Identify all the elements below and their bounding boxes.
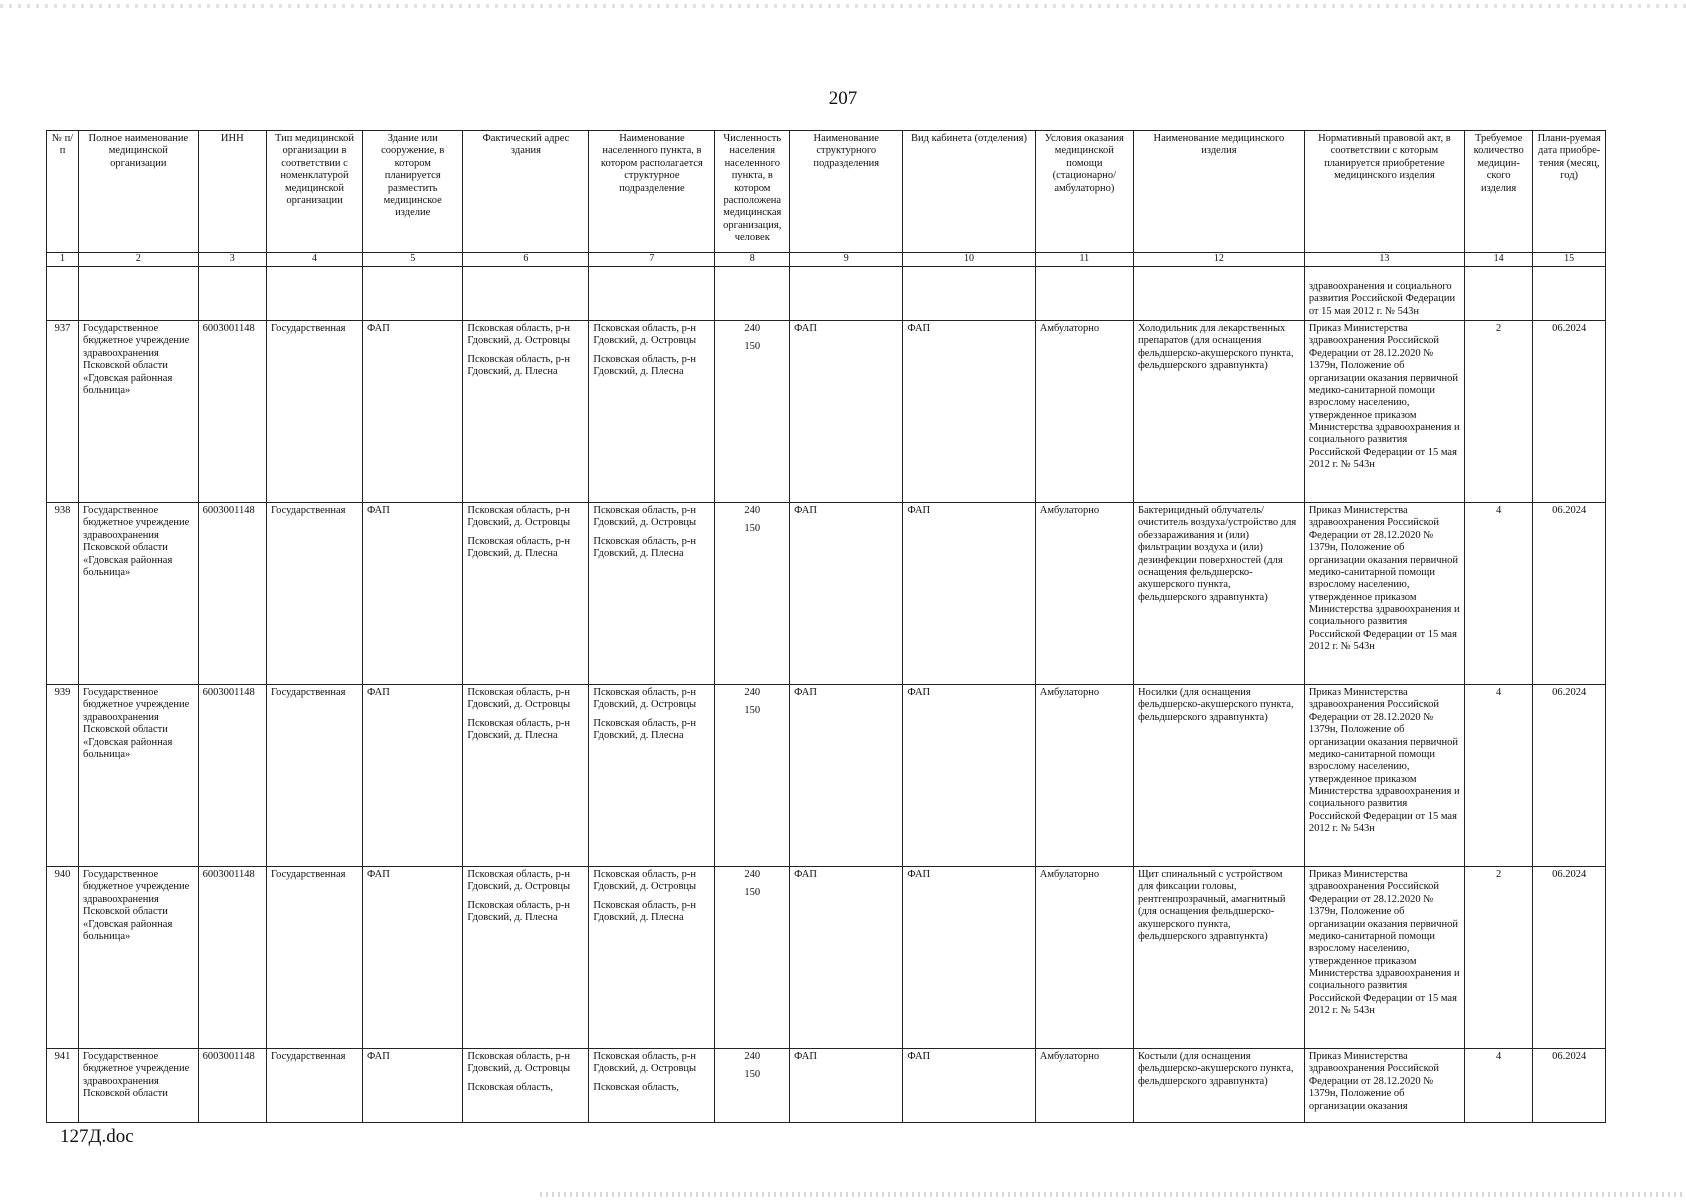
address-line: Псковская область, р-н Гдовский, д. Островцы [467,323,571,347]
building-cell: ФАП [363,867,463,1049]
structural-unit: ФАП [790,321,903,503]
population-value: 240 [744,687,761,698]
header-cell: № п/п [47,131,79,253]
org-type: Государственная [266,503,362,685]
legal-act: Приказ Министерства здравоохранения Российской Федерации от 28.12.2020 № 1379н, Положение об организации оказания [1304,1049,1464,1124]
column-number: 5 [363,253,463,267]
care-conditions: Амбулаторно [1035,503,1133,685]
procurement-table-container [46,130,1606,1123]
column-number: 8 [715,253,790,267]
header-cell: Нормативный правовой акт, в соответствии с которым планируется приобретение медицинского изделия [1304,131,1464,253]
locality-line: Псковская область, р-н Гдовский, д. Плесна [593,717,696,742]
column-number: 6 [463,253,589,267]
header-cell: Вид кабинета (отделения) [903,131,1035,253]
building-cell: ФАП [363,503,463,685]
planned-date: 06.2024 [1533,685,1606,867]
header-cell: Полное наименование медицинской организации [79,131,199,253]
address-line: Псковская область, [467,1081,553,1093]
header-cell: Численность населения населенного пункта, в котором расположена медицинская организация, человек [715,131,790,253]
care-conditions: Амбулаторно [1035,867,1133,1049]
org-type: Государственная [266,321,362,503]
population-cell [715,685,790,867]
row-number: 940 [47,867,79,1049]
column-number: 15 [1533,253,1606,267]
address-line: Псковская область, р-н Гдовский, д. Островцы [467,505,571,529]
scan-artifact-top [0,4,1686,8]
address-line: Псковская область, р-н Гдовский, д. Островцы [467,687,571,711]
locality-line: Псковская область, р-н Гдовский, д. Островцы [593,687,697,711]
address-line: Псковская область, р-н Гдовский, д. Плесна [467,535,570,560]
locality-line: Псковская область, [593,1081,679,1093]
population-cell [715,1049,790,1124]
device-name: Щит спинальный с устройством для фиксации головы, рентгенпрозрачный, амагнитный (для оснащения фельдшерско-акушерского пункта, фельдшерского здравпункта) [1133,867,1304,1049]
population-cell [715,503,790,685]
page-number: 207 [828,88,858,109]
header-cell: Требуемое количество медицин-ского изделия [1464,131,1532,253]
population-value: 240 [744,1051,761,1062]
scan-artifact-bottom [540,1192,1686,1197]
column-number: 14 [1464,253,1532,267]
locality-line: Псковская область, р-н Гдовский, д. Плесна [593,899,696,924]
header-cell: Наименование населенного пункта, в котором располагается структурное подразделение [589,131,715,253]
inn-cell: 6003001148 [198,685,266,867]
column-number: 3 [198,253,266,267]
inn-cell: 6003001148 [198,1049,266,1124]
legal-act: Приказ Министерства здравоохранения Российской Федерации от 28.12.2020 № 1379н, Положение об организации оказания первичной медико-санитарной помощи взрослому населению, утвержденное приказом Министерства здравоохранения и социального развития Российской Федерации от 15 мая 2012 г. № 543н [1304,321,1464,503]
address-cell [463,1049,589,1124]
table-cell [1464,267,1532,321]
address-cell [463,867,589,1049]
table-row [47,867,1606,1049]
organization-name: Государственное бюджетное учреждение здравоохранения Псковской области [79,1049,199,1124]
locality-cell [589,503,715,685]
population-value: 150 [744,1069,761,1081]
address-line: Псковская область, р-н Гдовский, д. Островцы [467,1051,571,1075]
header-cell: Плани-руемая дата приобре-тения (месяц, год) [1533,131,1606,253]
table-cell [1533,267,1606,321]
table-cell [266,267,362,321]
procurement-table [46,130,1606,1123]
header-cell: Здание или сооружение, в котором планируется разместить медицинское изделие [363,131,463,253]
building-cell: ФАП [363,685,463,867]
column-number: 2 [79,253,199,267]
table-body [47,267,1606,1124]
care-conditions: Амбулаторно [1035,685,1133,867]
table-row [47,1049,1606,1124]
table-cell [463,267,589,321]
address-line: Псковская область, р-н Гдовский, д. Плесна [467,717,570,742]
population-value: 150 [744,705,761,717]
column-number: 7 [589,253,715,267]
row-number: 939 [47,685,79,867]
table-cell [790,267,903,321]
header-cell: ИНН [198,131,266,253]
column-number: 4 [266,253,362,267]
table-cell [715,267,790,321]
cabinet-type: ФАП [903,867,1035,1049]
column-number: 9 [790,253,903,267]
locality-cell [589,321,715,503]
cabinet-type: ФАП [903,321,1035,503]
org-type: Государственная [266,685,362,867]
inn-cell: 6003001148 [198,503,266,685]
header-cell: Тип медицинской организации в соответствии с номенклатурой медицинской организации [266,131,362,253]
table-cell [79,267,199,321]
planned-date: 06.2024 [1533,867,1606,1049]
care-conditions: Амбулаторно [1035,1049,1133,1124]
cabinet-type: ФАП [903,685,1035,867]
document-filename: 127Д.doc [60,1126,134,1147]
building-cell: ФАП [363,321,463,503]
legal-act: Приказ Министерства здравоохранения Российской Федерации от 28.12.2020 № 1379н, Положение об организации оказания первичной медико-санитарной помощи взрослому населению, утвержденное приказом Министерства здравоохранения и социального развития Российской Федерации от 15 мая 2012 г. № 543н [1304,503,1464,685]
required-quantity: 4 [1464,1049,1532,1124]
organization-name: Государственное бюджетное учреждение здравоохранения Псковской области «Гдовская районная больница» [79,321,199,503]
table-row [47,503,1606,685]
cabinet-type: ФАП [903,1049,1035,1124]
address-cell [463,685,589,867]
population-value: 240 [744,323,761,334]
column-number: 13 [1304,253,1464,267]
column-number: 1 [47,253,79,267]
population-value: 240 [744,505,761,516]
required-quantity: 2 [1464,867,1532,1049]
building-cell: ФАП [363,1049,463,1124]
device-name: Холодильник для лекарственных препаратов (для оснащения фельдшерско-акушерского пункта, фельдшерского здравпункта) [1133,321,1304,503]
planned-date: 06.2024 [1533,1049,1606,1124]
column-number-row [47,253,1606,267]
locality-line: Псковская область, р-н Гдовский, д. Плесна [593,353,696,378]
device-name: Носилки (для оснащения фельдшерско-акушерского пункта, фельдшерского здравпункта) [1133,685,1304,867]
required-quantity: 2 [1464,321,1532,503]
locality-line: Псковская область, р-н Гдовский, д. Островцы [593,505,697,529]
population-value: 240 [744,869,761,880]
address-line: Псковская область, р-н Гдовский, д. Плесна [467,899,570,924]
table-cell [1133,267,1304,321]
org-type: Государственная [266,867,362,1049]
organization-name: Государственное бюджетное учреждение здравоохранения Псковской области «Гдовская районная больница» [79,867,199,1049]
structural-unit: ФАП [790,685,903,867]
table-cell [363,267,463,321]
required-quantity: 4 [1464,685,1532,867]
locality-cell [589,867,715,1049]
locality-line: Псковская область, р-н Гдовский, д. Островцы [593,869,697,893]
continuation-row [47,267,1606,321]
population-value: 150 [744,341,761,353]
organization-name: Государственное бюджетное учреждение здравоохранения Псковской области «Гдовская районная больница» [79,503,199,685]
required-quantity: 4 [1464,503,1532,685]
planned-date: 06.2024 [1533,321,1606,503]
org-type: Государственная [266,1049,362,1124]
table-cell [1035,267,1133,321]
structural-unit: ФАП [790,867,903,1049]
locality-cell [589,1049,715,1124]
continuation-act-cell: здравоохранения и социального развития Российской Федерации от 15 мая 2012 г. № 543н [1304,267,1464,321]
column-number: 10 [903,253,1035,267]
inn-cell: 6003001148 [198,321,266,503]
cabinet-type: ФАП [903,503,1035,685]
table-row [47,321,1606,503]
device-name: Костыли (для оснащения фельдшерско-акушерского пункта, фельдшерского здравпункта) [1133,1049,1304,1124]
locality-cell [589,685,715,867]
legal-act: Приказ Министерства здравоохранения Российской Федерации от 28.12.2020 № 1379н, Положение об организации оказания первичной медико-санитарной помощи взрослому населению, утвержденное приказом Министерства здравоохранения и социального развития Российской Федерации от 15 мая 2012 г. № 543н [1304,867,1464,1049]
population-cell [715,867,790,1049]
inn-cell: 6003001148 [198,867,266,1049]
organization-name: Государственное бюджетное учреждение здравоохранения Псковской области «Гдовская районная больница» [79,685,199,867]
table-cell [589,267,715,321]
planned-date: 06.2024 [1533,503,1606,685]
table-cell [903,267,1035,321]
header-cell: Наименование медицинского изделия [1133,131,1304,253]
device-name: Бактерицидный облучатель/очиститель воздуха/устройство для обеззараживания и (или) фильтрации воздуха и (или) дезинфекции поверхностей (для оснащения фельдшерско-акушерского пункта, фельдшерского здравпункта) [1133,503,1304,685]
address-line: Псковская область, р-н Гдовский, д. Островцы [467,869,571,893]
column-number: 11 [1035,253,1133,267]
legal-act: Приказ Министерства здравоохранения Российской Федерации от 28.12.2020 № 1379н, Положение об организации оказания первичной медико-санитарной помощи взрослому населению, утвержденное приказом Министерства здравоохранения и социального развития Российской Федерации от 15 мая 2012 г. № 543н [1304,685,1464,867]
structural-unit: ФАП [790,503,903,685]
table-cell [198,267,266,321]
population-value: 150 [744,887,761,899]
header-cell: Фактический адрес здания [463,131,589,253]
structural-unit: ФАП [790,1049,903,1124]
locality-line: Псковская область, р-н Гдовский, д. Плесна [593,535,696,560]
row-number: 938 [47,503,79,685]
header-cell: Наименование структурного подразделения [790,131,903,253]
population-cell [715,321,790,503]
care-conditions: Амбулаторно [1035,321,1133,503]
locality-line: Псковская область, р-н Гдовский, д. Островцы [593,323,697,347]
header-row [47,131,1606,253]
row-number: 937 [47,321,79,503]
table-cell [47,267,79,321]
table-row [47,685,1606,867]
row-number: 941 [47,1049,79,1124]
locality-line: Псковская область, р-н Гдовский, д. Островцы [593,1051,697,1075]
address-line: Псковская область, р-н Гдовский, д. Плесна [467,353,570,378]
address-cell [463,503,589,685]
column-number: 12 [1133,253,1304,267]
address-cell [463,321,589,503]
population-value: 150 [744,523,761,535]
header-cell: Условия оказания медицинской помощи (стационарно/ амбулаторно) [1035,131,1133,253]
